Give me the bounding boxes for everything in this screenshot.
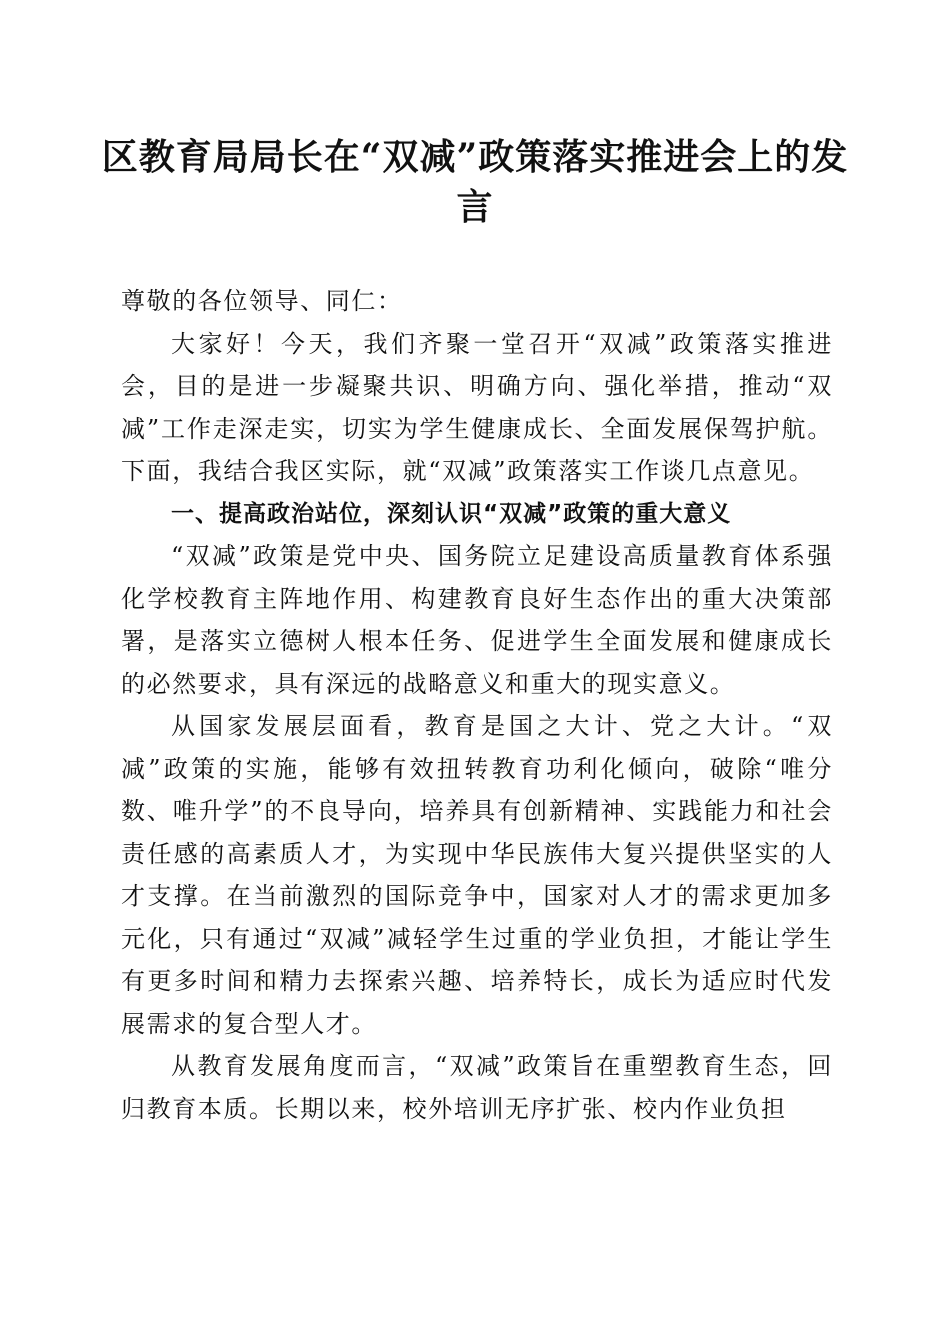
body-paragraph: 从国家发展层面看，教育是国之大计、党之大计。“双减”政策的实施，能够有效扭转教育功利化倾向，破除“唯分数、唯升学”的不良导向，培养具有创新精神、实践能力和社会责任感的高素质人才，为实现中华民族伟大复兴提供坚实的人才支撑。在当前激烈的国际竞争中，国家对人才的需求更加多元化，只有通过“双减”减轻学生过重的学业负担，才能让学生有更多时间和精力去探索兴趣、培养特长，成长为适应时代发展需求的复合型人才。 — [121, 712, 833, 1038]
document-title: 区教育局局长在“双减”政策落实推进会上的发言 — [101, 136, 849, 228]
section-heading: 一、提高政治站位，深刻认识“双减”政策的重大意义 — [171, 500, 732, 527]
salutation: 尊敬的各位领导、同仁： — [121, 287, 403, 315]
document-body — [121, 280, 833, 1130]
body-paragraph: 从教育发展角度而言，“双减”政策旨在重塑教育生态，回归教育本质。长期以来，校外培训无序扩张、校内作业负担 — [121, 1052, 833, 1123]
body-paragraph: “双减”政策是党中央、国务院立足建设高质量教育体系强化学校教育主阵地作用、构建教育良好生态作出的重大决策部署，是落实立德树人根本任务、促进学生全面发展和健康成长的必然要求，具有深远的战略意义和重大的现实意义。 — [121, 542, 833, 698]
opening-paragraph: 大家好！今天，我们齐聚一堂召开“双减”政策落实推进会，目的是进一步凝聚共识、明确方向、强化举措，推动“双减”工作走深走实，切实为学生健康成长、全面发展保驾护航。下面，我结合我区实际，就“双减”政策落实工作谈几点意见。 — [121, 329, 833, 485]
